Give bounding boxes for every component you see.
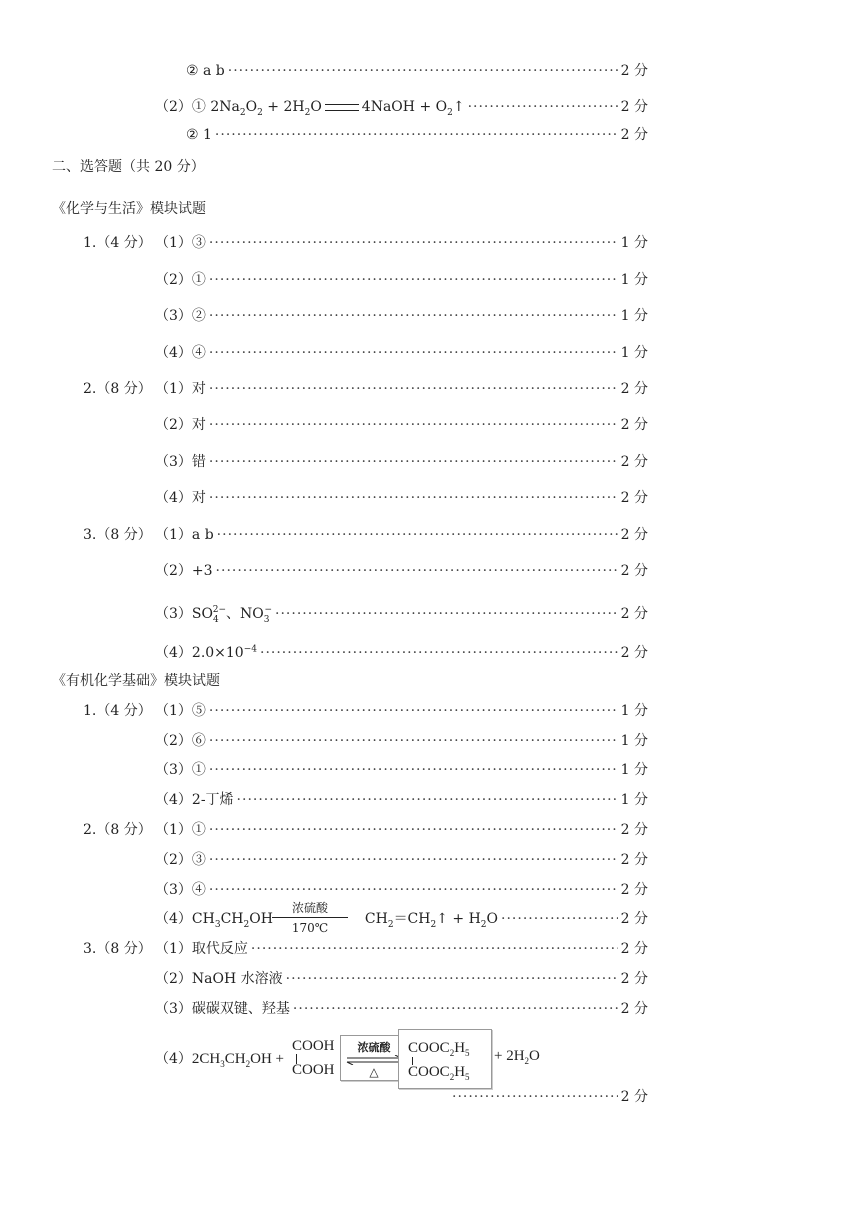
answer-line: （1）① ····· 2 分 [155, 819, 648, 839]
section-heading: 二、选答题（共 20 分） [52, 159, 205, 175]
answer-line: （1）对 ····· 2 分 [155, 378, 648, 398]
answer-line: （2）+3 ····· 2 分 [155, 560, 648, 580]
question-label: 3.（8 分） [83, 527, 152, 543]
condition-bottom: △ [369, 1065, 379, 1079]
answer-line: （3）④ ····· 2 分 [155, 879, 648, 899]
reaction-arrow [272, 917, 348, 918]
esterification-reactant: $(4)2CH_3CH_2OH$ + [155, 1051, 284, 1069]
answer-line: （4）④ ····· 1 分 [155, 342, 648, 362]
answer-line: （4）对 ····· 2 分 [155, 487, 648, 507]
answer-line: （4）2-丁烯 ····· 1 分 [155, 789, 648, 809]
question-label: 3.（8 分） [83, 941, 152, 957]
equation: （2）① $2Na_2O_2 + 2H_2O$ 4NaOH + $O_2↑$ [155, 99, 465, 118]
answer-line: $(4)2.0\times 10^{-4}$ ····· 2 分 [155, 642, 648, 662]
answer-line: （2）NaOH 水溶液 ····· 2 分 [155, 968, 648, 988]
answer-text: ② a b [186, 63, 225, 79]
ester-top: $COOC_2H_5$ [408, 1040, 470, 1058]
question-label: 1.（4 分） [83, 235, 152, 251]
answer-line: （3）碳碳双键、羟基 ····· 2 分 [155, 998, 648, 1018]
question-label: 2.（8 分） [83, 822, 152, 838]
score: 2 分 [620, 127, 648, 143]
reaction-condition-bottom: 170℃ [291, 921, 329, 935]
ester-bottom: $COOC_2H_5$ [408, 1064, 470, 1082]
answer-line [186, 60, 648, 80]
question-label: 1.（4 分） [83, 703, 152, 719]
question-label: 2.（8 分） [83, 381, 152, 397]
answer-line: （3）② ····· 1 分 [155, 305, 648, 325]
answer-line: （3）① ····· 1 分 [155, 759, 648, 779]
answer-line: $(3)SO_4^{2-}$、$NO_3^-$ ····· 2 分 [155, 603, 648, 625]
answer-line: （1）取代反应 ····· 2 分 [155, 938, 648, 958]
water-product: + $2H_2O$ [494, 1048, 540, 1066]
answer-line [155, 96, 648, 118]
reaction-condition-top: 浓硫酸 [291, 901, 328, 915]
oxalic-acid-bottom: COOH [292, 1062, 335, 1078]
leader-dots [228, 63, 618, 79]
oxalic-acid-top: COOH [292, 1038, 335, 1054]
module-title: 《有机化学基础》模块试题 [52, 673, 220, 689]
answer-line: （1）③ ····· 1 分 [155, 232, 648, 252]
reaction-equation: $(4)CH_3CH_2OH$ $CH_2=CH_2↑ + H_2O$ [155, 911, 499, 930]
condition-top: 浓硫酸 [357, 1041, 391, 1054]
equals-sign [325, 104, 359, 111]
score: 2 分 [620, 99, 648, 115]
module-title: 《化学与生活》模块试题 [52, 201, 206, 217]
answer-line: （2）③ ····· 2 分 [155, 849, 648, 869]
answer-line: （2）对 ····· 2 分 [155, 414, 648, 434]
answer-line: （2）⑥ ····· 1 分 [155, 730, 648, 750]
answer-line: ····· 2 分 [452, 1086, 648, 1106]
leader-dots [468, 99, 618, 115]
answer-line: （3）错 ····· 2 分 [155, 451, 648, 471]
leader-dots [215, 127, 618, 143]
score: 2 分 [620, 63, 648, 79]
answer-line: （2）① ····· 1 分 [155, 269, 648, 289]
answer-text: ② 1 [186, 127, 212, 143]
answer-line: （1）⑤ ····· 1 分 [155, 700, 648, 720]
answer-line: $(4)CH_3CH_2OH$ $CH_2=CH_2↑ + H_2O$ ····· 2 分 [155, 908, 648, 930]
ion-formula: $(3)SO_4^{2-}$、$NO_3^-$ [155, 605, 273, 625]
answer-line: （1）a b ····· 2 分 [155, 524, 648, 544]
answer-line [186, 124, 648, 144]
